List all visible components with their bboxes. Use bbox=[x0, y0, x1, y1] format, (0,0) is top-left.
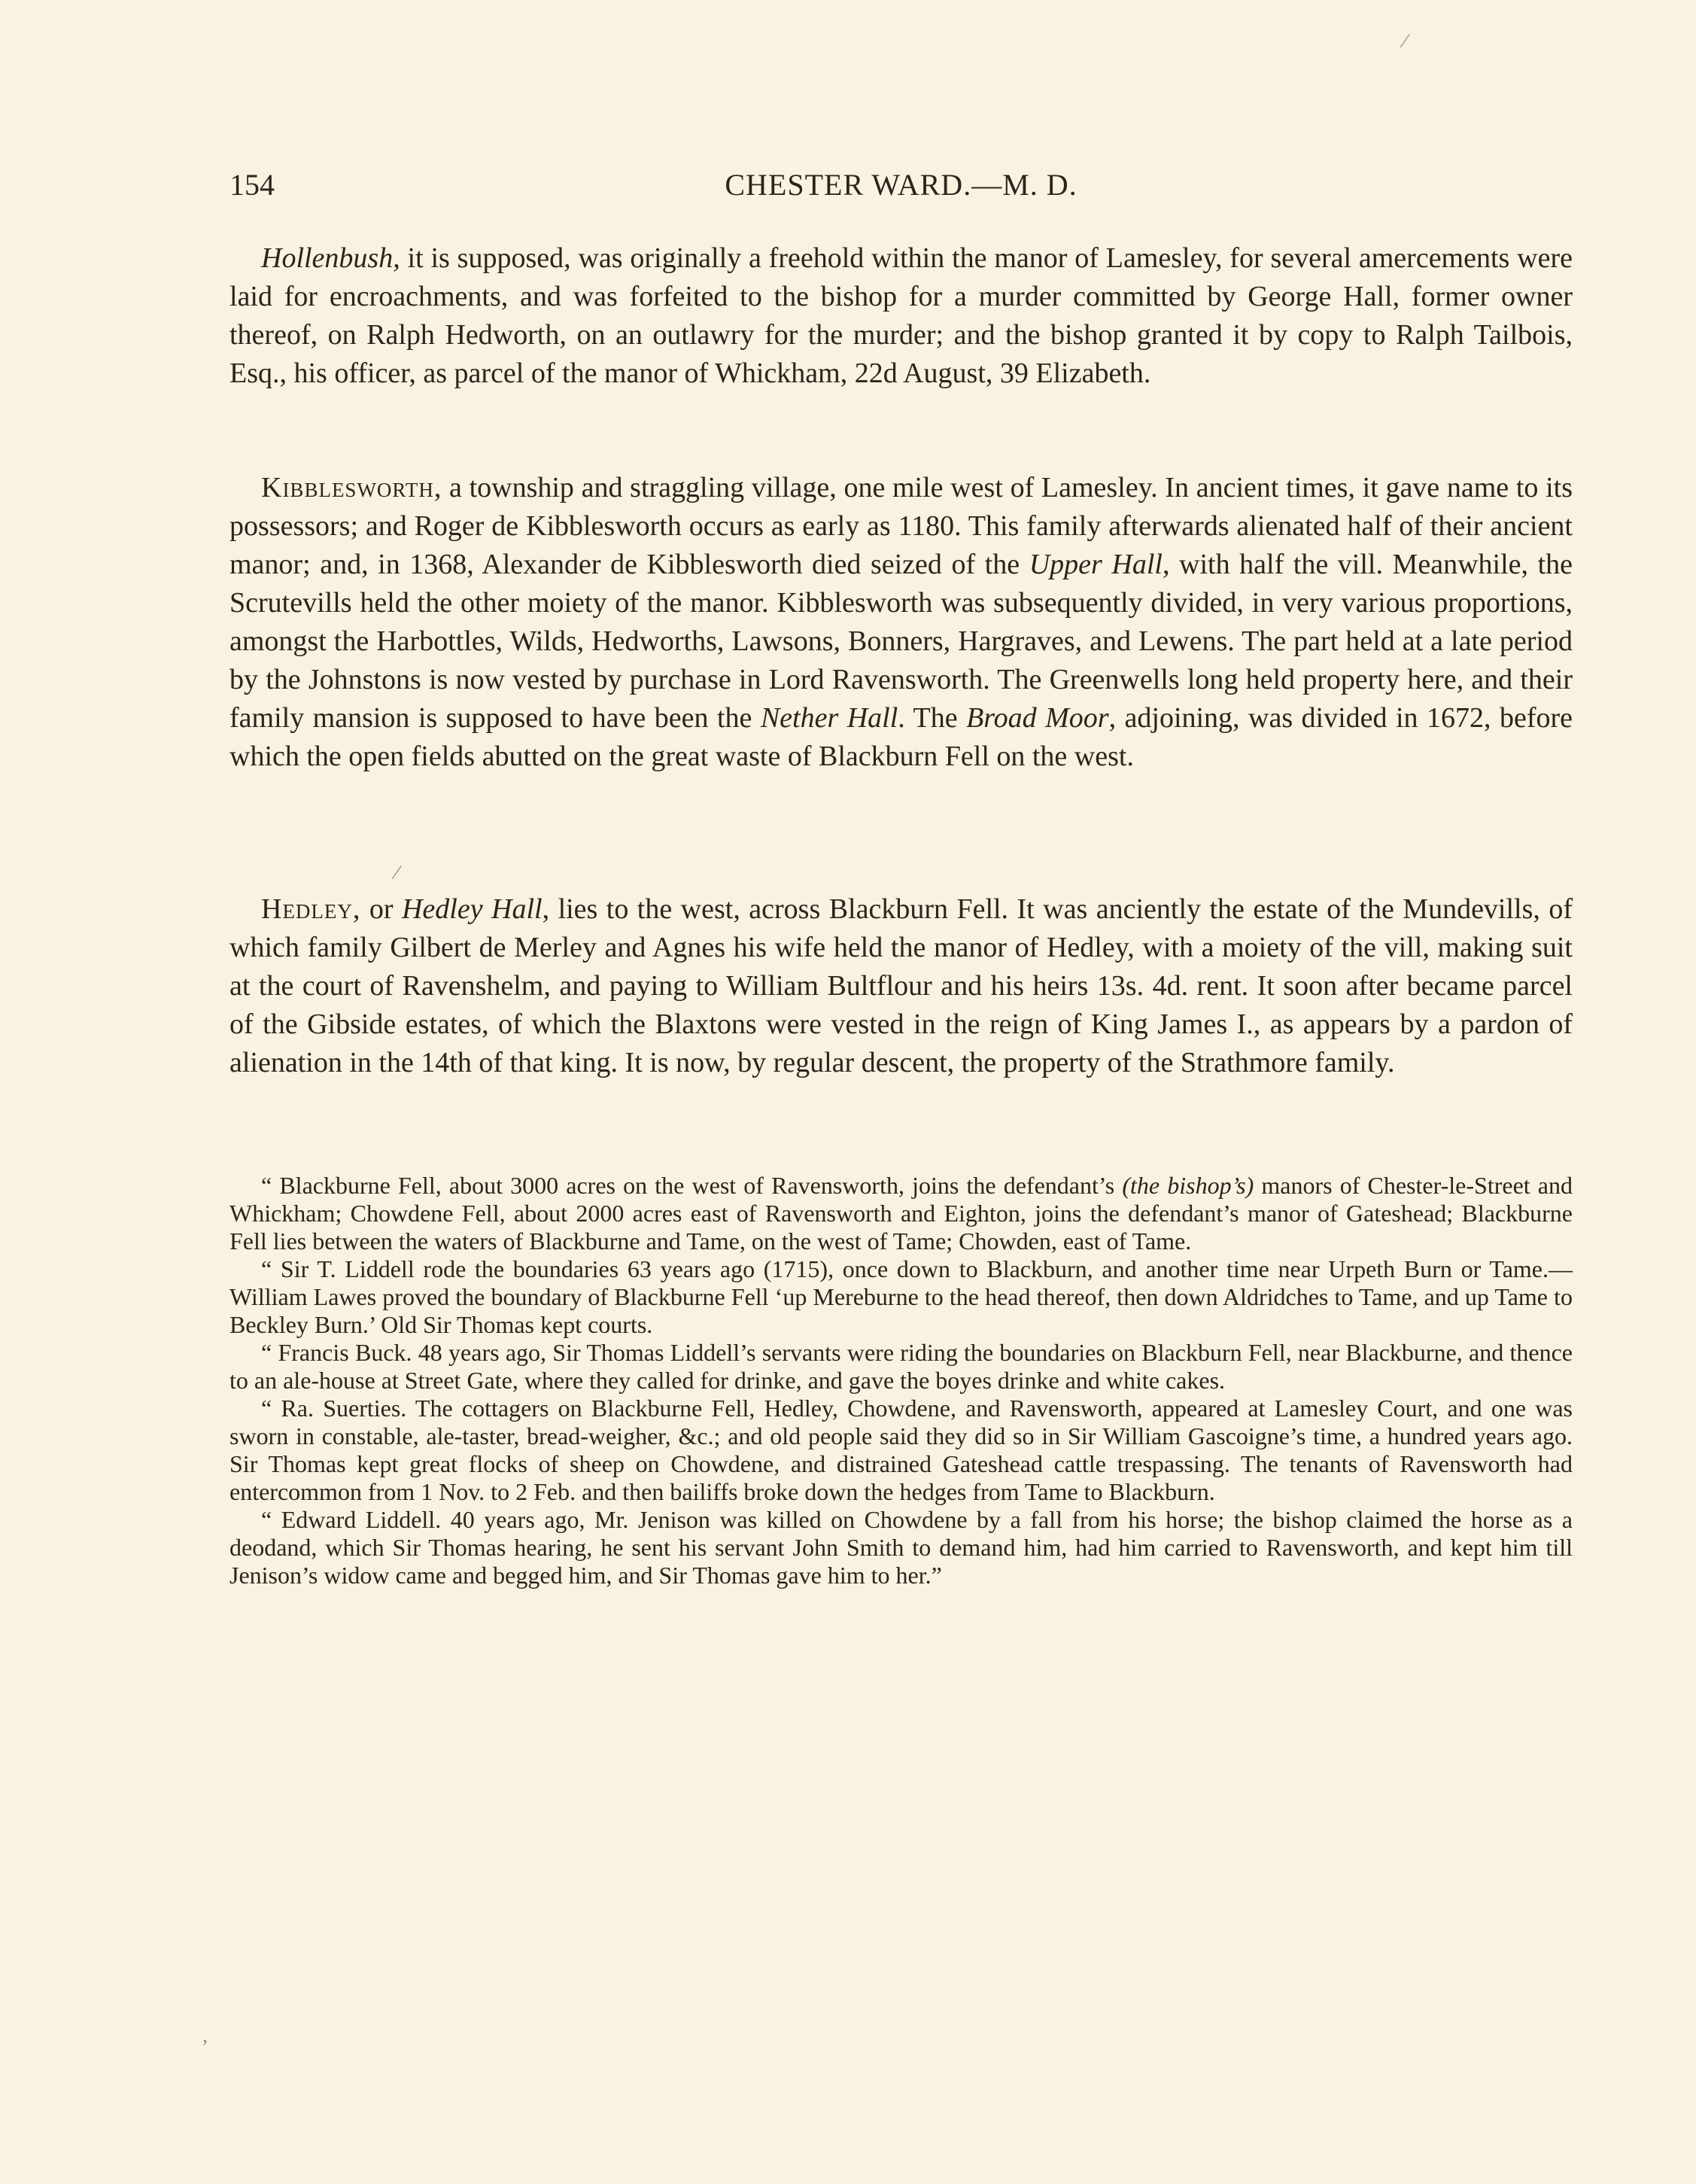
place-name: Hollenbush, bbox=[261, 242, 400, 274]
paragraph-text: Hollenbush, it is supposed, was originally a freehold within the manor of Lamesley, for several amercements were laid for encroachments, and was forfeited to the bishop for a murder committed by George Hall, former owner thereof, on Ralph Hedworth, on an outlawry for the murder; and the bishop granted it by copy to Ralph Tailbois, Esq., his officer, as parcel of the manor of Whickham, 22d August, 39 Elizabeth. bbox=[229, 242, 1573, 389]
running-title: CHESTER WARD.—M. D. bbox=[725, 168, 1077, 202]
stray-mark: ʼ bbox=[202, 2036, 208, 2058]
paragraph-text: Hedley, or Hedley Hall, lies to the west, across Blackburn Fell. It was anciently the estate of the Mundevills, of which family Gilbert de Merley and Agnes his wife held the manor of Hedley, with a moiety of the vill, making suit at the court of Ravenshelm, and paying to William Bultflour and his heirs 13s. 4d. rent. It soon after became parcel of the Gibside estates, of which the Blaxtons were vested in the reign of King James I., as appears by a pardon of alienation in the 14th of that king. It is now, by regular descent, the property of the Strathmore family. bbox=[229, 893, 1573, 1078]
place-name: Kibblesworth, bbox=[261, 472, 442, 503]
footnotes bbox=[229, 1172, 1573, 1589]
place-name: Hedley, bbox=[261, 893, 361, 925]
stray-mark: ⁄ bbox=[1403, 30, 1407, 52]
page-number: 154 bbox=[229, 168, 275, 202]
paragraph-kibblesworth bbox=[229, 469, 1573, 776]
footnote: “ Francis Buck. 48 years ago, Sir Thomas Liddell’s servants were riding the boundaries on Blackburn Fell, near Blackburne, and thence to an ale-house at Street Gate, where they called for drinke, and gave the boyes drinke and white cakes. bbox=[229, 1339, 1573, 1394]
stray-mark: ⁄ bbox=[395, 862, 399, 884]
paragraph-hedley bbox=[229, 890, 1573, 1082]
page-header bbox=[229, 167, 1573, 212]
footnote: “ Blackburne Fell, about 3000 acres on the west of Ravensworth, joins the defendant’s (the bishop’s) manors of Chester-le-Street and Whickham; Chowdene Fell, about 2000 acres east of Ravensworth and Eighton, joins the defendant’s manor of Gateshead; Blackburne Fell lies between the waters of Blackburne and Tame, on the west of Tame; Chowden, east of Tame. bbox=[229, 1172, 1573, 1255]
paragraph-hollenbush bbox=[229, 239, 1573, 393]
footnote: “ Edward Liddell. 40 years ago, Mr. Jenison was killed on Chowdene by a fall from his horse; the bishop claimed the horse as a deodand, which Sir Thomas hearing, he sent his servant John Smith to demand him, had him carried to Ravensworth, and kept him till Jenison’s widow came and begged him, and Sir Thomas gave him to her.” bbox=[229, 1506, 1573, 1589]
footnote: “ Ra. Suerties. The cottagers on Blackburne Fell, Hedley, Chowdene, and Ravensworth, appeared at Lamesley Court, and one was sworn in constable, ale-taster, bread-weigher, &c.; and old people said they did so in Sir William Gascoigne’s time, a hundred years ago. Sir Thomas kept great flocks of sheep on Chowdene, and distrained Gateshead cattle trespassing. The tenants of Ravensworth had entercommon from 1 Nov. to 2 Feb. and then bailiffs broke down the hedges from Tame to Blackburn. bbox=[229, 1395, 1573, 1505]
footnote: “ Sir T. Liddell rode the boundaries 63 years ago (1715), once down to Blackburn, and another time near Urpeth Burn or Tame.—William Lawes proved the boundary of Blackburne Fell ‘up Mereburne to the head thereof, then down Aldridches to Tame, and up Tame to Beckley Burn.’ Old Sir Thomas kept courts. bbox=[229, 1255, 1573, 1338]
paragraph-text: Kibblesworth, a township and straggling village, one mile west of Lamesley. In ancient times, it gave name to its possessors; and Roger de Kibblesworth occurs as early as 1180. This family afterwards alienated half of their ancient manor; and, in 1368, Alexander de Kibblesworth died seized of the Upper Hall, with half the vill. Meanwhile, the Scrutevills held the other moiety of the manor. Kibblesworth was subsequently divided, in very various proportions, amongst the Harbottles, Wilds, Hedworths, Lawsons, Bonners, Hargraves, and Lewens. The part held at a late period by the Johnstons is now vested by purchase in Lord Ravensworth. The Greenwells long held property here, and their family mansion is supposed to have been the Nether Hall. The Broad Moor, adjoining, was divided in 1672, before which the open fields abutted on the great waste of Blackburn Fell on the west. bbox=[229, 472, 1573, 772]
